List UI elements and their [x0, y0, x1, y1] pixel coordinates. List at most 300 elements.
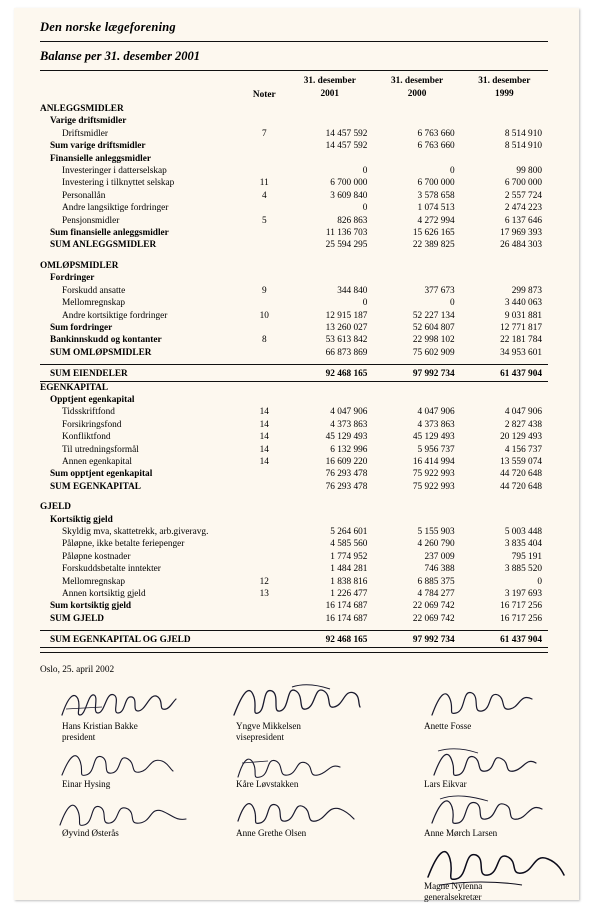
row-value-2: 97 992 734 [412, 369, 455, 380]
row-label: Sum kortsiktig gjeld [50, 601, 132, 612]
row-value-1: 13 260 027 [325, 322, 368, 333]
paper-sheet [14, 8, 579, 900]
row-value-3: 0 [537, 576, 542, 587]
row-value-1: 4 373 863 [330, 419, 368, 430]
row-value-1 [286, 260, 373, 272]
row-value-1: 66 873 869 [325, 347, 368, 358]
row-value-3: 12 771 817 [500, 322, 542, 333]
table-row [40, 103, 548, 115]
row-value-3: 4 047 906 [504, 407, 542, 418]
signature-block-8 [236, 828, 306, 839]
header-blank-2 [40, 88, 242, 103]
row-value-1: 1 226 477 [330, 589, 368, 600]
row-value-2: 22 069 742 [412, 613, 455, 624]
row-label: Til utredningsformål [62, 444, 139, 455]
row-label: Mellomregnskap [62, 576, 125, 587]
row-value-2: 52 604 807 [412, 322, 455, 333]
row-label: Påløpne, ikke betalte feriepenger [62, 539, 185, 550]
table-row [40, 334, 548, 346]
header-note-blank [242, 71, 286, 88]
row-note [242, 115, 286, 127]
row-value-1: 16 174 687 [325, 613, 368, 624]
row-value-3: 2 557 724 [504, 190, 542, 201]
row-value-2: 22 069 742 [412, 601, 455, 612]
table-row [40, 631, 548, 647]
handwritten-signature-1 [58, 685, 178, 721]
row-note [242, 202, 286, 214]
row-value-1: 25 594 295 [325, 240, 368, 251]
table-row [40, 165, 548, 177]
row-note [242, 227, 286, 239]
row-value-1: 16 609 220 [325, 456, 368, 467]
table-row [40, 514, 548, 526]
row-value-2 [373, 514, 460, 526]
header-blank [40, 71, 242, 88]
table-row [40, 419, 548, 431]
row-note: 14 [259, 419, 269, 430]
row-label: Påløpne kostnader [62, 551, 131, 562]
handwritten-signature-7 [58, 797, 188, 831]
row-note: 14 [259, 444, 269, 455]
row-value-3 [461, 514, 548, 526]
row-value-3: 8 514 910 [504, 128, 542, 139]
row-note [242, 165, 286, 177]
signature-block-10 [424, 881, 482, 903]
row-value-1 [286, 514, 373, 526]
row-note [242, 514, 286, 526]
row-value-2: 6 763 660 [417, 128, 455, 139]
row-value-3: 34 953 601 [500, 347, 542, 358]
document-body [40, 20, 548, 903]
table-row [40, 190, 548, 202]
row-value-2 [373, 394, 460, 406]
row-note [242, 153, 286, 165]
row-value-3: 44 720 648 [500, 469, 542, 480]
row-note: 14 [259, 407, 269, 418]
row-label: Konfliktfond [62, 432, 111, 443]
signature-block-4 [62, 779, 110, 790]
row-note: 8 [261, 335, 267, 346]
table-row [40, 227, 548, 239]
table-row [40, 285, 548, 297]
place-and-date: Oslo, 25. april 2002 [40, 664, 115, 675]
row-label: Andre langsiktige fordringer [62, 203, 169, 214]
table-row [40, 444, 548, 456]
row-label: Annen kortsiktig gjeld [62, 589, 146, 600]
table-row [40, 128, 548, 140]
row-note [242, 347, 286, 359]
row-value-1: 0 [362, 203, 368, 214]
row-value-3 [461, 501, 548, 513]
row-label: Forskuddsbetalte inntekter [62, 564, 161, 575]
table-row [40, 310, 548, 322]
row-note [242, 501, 286, 513]
header-col2-line1: 31. desember [390, 76, 444, 86]
row-label: Sum finansielle anleggsmidler [50, 228, 169, 239]
table-header [40, 71, 548, 103]
row-value-1 [286, 382, 373, 394]
row-note [242, 140, 286, 152]
table-row [40, 613, 548, 625]
row-value-2: 45 129 493 [412, 432, 455, 443]
row-value-3 [461, 153, 548, 165]
row-value-3: 2 827 438 [504, 419, 542, 430]
signature-block-9 [424, 828, 497, 839]
row-value-2: 4 373 863 [417, 419, 455, 430]
row-label: SUM EIENDELER [50, 369, 128, 380]
row-label: Andre kortsiktige fordringer [62, 310, 168, 321]
row-label: GJELD [40, 502, 71, 513]
row-value-1: 53 613 842 [325, 335, 368, 346]
handwritten-signature-3 [428, 683, 538, 721]
row-label: Investeringer i datterselskap [62, 166, 167, 177]
row-label: Pensjonsmidler [62, 215, 120, 226]
row-note [242, 260, 286, 272]
table-row [40, 215, 548, 227]
signature-block-6 [424, 779, 467, 790]
header-col2-line2: 2000 [407, 89, 427, 99]
row-value-1: 344 840 [337, 285, 368, 296]
row-value-1 [286, 272, 373, 284]
row-value-3: 16 717 256 [500, 613, 542, 624]
row-value-2: 3 578 658 [417, 190, 455, 201]
row-label: Forsikringsfond [62, 419, 122, 430]
row-value-3: 3 440 063 [504, 298, 542, 309]
balance-table [40, 71, 548, 648]
row-value-2: 75 922 993 [412, 469, 455, 480]
row-label: Forskudd ansatte [62, 285, 126, 296]
row-value-1: 3 609 840 [330, 190, 368, 201]
row-value-1: 0 [362, 166, 368, 177]
handwritten-signature-4 [60, 747, 175, 781]
row-label: Opptjent egenkapital [50, 394, 135, 405]
row-value-3: 8 514 910 [504, 141, 542, 152]
row-value-3 [461, 382, 548, 394]
row-value-1 [286, 115, 373, 127]
row-value-3: 99 800 [516, 166, 542, 177]
row-value-3: 61 437 904 [500, 369, 542, 380]
row-value-3: 795 191 [511, 551, 542, 562]
row-label: Skyldig mva, skattetrekk, arb.giveravg. [62, 527, 209, 537]
row-value-2: 6 763 660 [417, 141, 455, 152]
row-label: SUM EGENKAPITAL OG GJELD [50, 635, 191, 646]
row-value-2: 0 [450, 298, 455, 309]
row-note [242, 551, 286, 563]
table-row [40, 322, 548, 334]
row-value-3 [461, 260, 548, 272]
row-label: ANLEGGSMIDLER [40, 104, 124, 114]
row-value-1 [286, 153, 373, 165]
row-note [242, 600, 286, 612]
row-value-2: 5 155 903 [417, 527, 455, 537]
signature-block-5 [236, 779, 298, 790]
header-row-year-label [40, 71, 548, 88]
row-label: Sum varige driftsmidler [50, 141, 146, 152]
row-value-1: 0 [362, 298, 368, 309]
row-label: Fordringer [50, 273, 95, 284]
row-value-3: 299 873 [511, 285, 542, 296]
table-row [40, 272, 548, 284]
row-note [242, 631, 286, 647]
table-row [40, 563, 548, 575]
table-row [40, 456, 548, 468]
table-row [40, 260, 548, 272]
table-row [40, 526, 548, 538]
row-value-1: 4 585 560 [330, 539, 368, 550]
handwritten-signature-2 [232, 681, 362, 721]
row-value-1: 92 468 165 [325, 369, 368, 380]
row-label: Personallån [62, 190, 106, 201]
row-value-1 [286, 501, 373, 513]
row-value-1: 92 468 165 [325, 635, 368, 646]
row-note [242, 322, 286, 334]
row-value-2: 4 784 277 [417, 589, 455, 600]
row-value-2: 6 700 000 [417, 178, 455, 189]
row-value-2: 746 388 [424, 564, 455, 575]
table-row [40, 140, 548, 152]
row-value-3: 9 031 881 [504, 310, 542, 321]
table-row [40, 576, 548, 588]
row-value-3: 61 437 904 [500, 635, 542, 646]
row-value-3: 6 700 000 [504, 178, 542, 189]
row-value-2: 4 260 790 [417, 539, 455, 550]
row-note: 9 [261, 285, 267, 296]
row-value-3 [461, 272, 548, 284]
signature-block-2 [236, 721, 301, 743]
row-value-2: 377 673 [424, 285, 455, 296]
row-value-3: 6 137 646 [504, 215, 542, 226]
row-note: 11 [259, 178, 269, 189]
row-value-1: 76 293 478 [325, 481, 368, 492]
table-row [40, 202, 548, 214]
row-note [242, 239, 286, 251]
row-value-3: 17 969 393 [500, 228, 542, 239]
row-note: 7 [261, 128, 267, 139]
signature-block-1 [62, 721, 138, 743]
header-row-year [40, 88, 548, 103]
signature-name: Einar Hysing [62, 778, 111, 789]
spacer-cell [40, 252, 548, 260]
separator-cell [40, 647, 242, 648]
signature-name: Kåre Løvstakken [236, 778, 299, 789]
divider-before-signatures [40, 652, 548, 653]
row-note [242, 468, 286, 480]
row-value-2: 0 [450, 166, 455, 177]
row-note [242, 563, 286, 575]
table-row [40, 588, 548, 600]
row-label: Kortsiktig gjeld [50, 514, 113, 525]
row-note: 13 [259, 589, 269, 600]
table-body [40, 103, 548, 648]
row-note: 14 [259, 456, 269, 467]
row-value-3: 26 484 303 [500, 240, 542, 251]
row-value-2 [373, 103, 460, 115]
row-value-3: 20 129 493 [500, 432, 542, 443]
row-value-2: 52 227 134 [412, 310, 455, 321]
row-value-2 [373, 153, 460, 165]
row-value-2: 22 389 825 [412, 240, 455, 251]
signature-name: Anne Grethe Olsen [236, 827, 307, 838]
signature-block-3 [424, 721, 471, 732]
row-label: EGENKAPITAL [40, 382, 109, 393]
row-value-3: 13 559 074 [500, 456, 542, 467]
row-value-2: 5 956 737 [417, 444, 455, 455]
table-row [40, 538, 548, 550]
row-value-3 [461, 103, 548, 115]
row-note: 5 [261, 215, 267, 226]
row-value-3: 4 156 737 [504, 444, 542, 455]
row-label: Sum fordringer [50, 322, 113, 333]
row-note [242, 526, 286, 538]
table-row [40, 297, 548, 309]
table-spacer-row [40, 493, 548, 501]
row-value-3: 3 197 693 [504, 589, 542, 600]
signature-name: Hans Kristian Bakke [62, 720, 138, 731]
row-value-2 [373, 501, 460, 513]
table-row [40, 394, 548, 406]
signature-name: Magne Nylenna [424, 880, 483, 891]
table-row [40, 347, 548, 359]
handwritten-signature-8 [236, 795, 356, 829]
row-value-1: 5 264 601 [330, 527, 368, 537]
table-row [40, 177, 548, 189]
row-value-2 [373, 260, 460, 272]
row-note [242, 394, 286, 406]
row-value-1 [286, 394, 373, 406]
row-value-2: 237 009 [424, 551, 455, 562]
row-note [242, 272, 286, 284]
row-label: SUM GJELD [50, 613, 104, 624]
row-label: Annen egenkapital [62, 456, 132, 467]
row-value-1: 1 838 816 [330, 576, 368, 587]
row-value-3: 2 474 223 [504, 203, 542, 214]
row-note [242, 538, 286, 550]
row-value-2 [373, 272, 460, 284]
row-value-1: 45 129 493 [325, 432, 368, 443]
row-value-2 [373, 115, 460, 127]
row-value-2: 4 272 994 [417, 215, 455, 226]
separator-cell [373, 647, 460, 648]
table-row [40, 239, 548, 251]
signature-title: president [62, 731, 96, 742]
row-note: 12 [259, 576, 269, 587]
table-row [40, 382, 548, 394]
row-note [242, 613, 286, 625]
statement-title: Balanse per 31. desember 2001 [40, 49, 201, 63]
row-value-1: 12 915 187 [325, 310, 368, 321]
row-value-3: 3 835 404 [504, 539, 542, 550]
row-label: Sum opptjent egenkapital [50, 469, 153, 480]
signature-title: visepresident [236, 731, 284, 742]
table-row [40, 501, 548, 513]
row-value-1: 1 774 952 [330, 551, 368, 562]
table-row [40, 153, 548, 165]
row-label: OMLØPSMIDLER [40, 260, 119, 271]
row-label: SUM ANLEGGSMIDLER [50, 240, 157, 251]
row-value-3: 44 720 648 [500, 481, 542, 492]
signature-title: generalsekretær [424, 891, 482, 902]
table-row [40, 365, 548, 381]
row-label: Finansielle anleggsmidler [50, 153, 151, 164]
row-value-3: 5 003 448 [504, 527, 542, 537]
signature-name: Lars Eikvar [424, 778, 467, 789]
table-spacer-row [40, 252, 548, 260]
row-label: SUM OMLØPSMIDLER [50, 347, 152, 358]
signature-name: Anette Fosse [424, 720, 472, 731]
row-label: Tidsskriftfond [62, 407, 115, 418]
row-value-2 [373, 382, 460, 394]
row-value-1: 4 047 906 [330, 407, 368, 418]
signature-name: Øyvind Østerås [62, 827, 119, 838]
row-note [242, 365, 286, 381]
row-value-1: 826 863 [337, 215, 368, 226]
row-note [242, 297, 286, 309]
table-row [40, 481, 548, 493]
signature-name: Anne Mørch Larsen [424, 827, 498, 838]
table-separator-row [40, 647, 548, 648]
table-row [40, 600, 548, 612]
table-row [40, 431, 548, 443]
row-value-1 [286, 103, 373, 115]
header-col3-line1: 31. desember [478, 76, 531, 86]
separator-cell [286, 647, 373, 648]
header-col1-line1: 31. desember [303, 76, 356, 86]
table-row [40, 406, 548, 418]
table-row [40, 551, 548, 563]
row-note [242, 103, 286, 115]
row-value-1: 76 293 478 [325, 469, 368, 480]
organization-title: Den norske lægeforening [40, 20, 176, 34]
row-label: Varige driftsmidler [50, 116, 127, 127]
signature-block-7 [62, 828, 119, 839]
handwritten-signature-6 [432, 745, 542, 781]
row-value-2: 16 414 994 [412, 456, 455, 467]
row-value-3: 3 885 520 [504, 564, 542, 575]
row-note: 4 [261, 190, 267, 201]
row-label: Bankinnskudd og kontanter [50, 335, 162, 346]
row-value-3: 22 181 784 [500, 335, 542, 346]
row-label: Driftsmidler [62, 128, 108, 139]
header-note: Noter [252, 90, 276, 100]
row-note [242, 481, 286, 493]
table-row [40, 468, 548, 480]
row-label: SUM EGENKAPITAL [50, 481, 141, 492]
row-note: 14 [259, 432, 269, 443]
separator-cell [242, 647, 286, 648]
row-value-1: 6 132 996 [330, 444, 368, 455]
header-col1-line2: 2001 [320, 89, 340, 99]
row-note: 10 [259, 310, 269, 321]
row-value-1: 6 700 000 [330, 178, 368, 189]
row-value-2: 1 074 513 [417, 203, 455, 214]
header-col3-line2: 1999 [495, 89, 514, 99]
row-value-2: 6 885 375 [417, 576, 455, 587]
row-value-1: 11 136 703 [325, 228, 368, 239]
table-row [40, 115, 548, 127]
row-value-2: 75 922 993 [412, 481, 455, 492]
row-value-1: 14 457 592 [325, 141, 368, 152]
row-value-2: 75 602 909 [412, 347, 455, 358]
handwritten-signature-9 [430, 791, 550, 831]
spacer-cell [40, 493, 548, 501]
row-label: Investering i tilknyttet selskap [62, 178, 175, 189]
signature-name: Yngve Mikkelsen [236, 720, 301, 731]
row-value-2: 22 998 102 [412, 335, 455, 346]
separator-cell [461, 647, 548, 648]
row-value-3: 16 717 256 [500, 601, 542, 612]
row-value-2: 4 047 906 [417, 407, 455, 418]
row-value-1: 14 457 592 [325, 128, 368, 139]
